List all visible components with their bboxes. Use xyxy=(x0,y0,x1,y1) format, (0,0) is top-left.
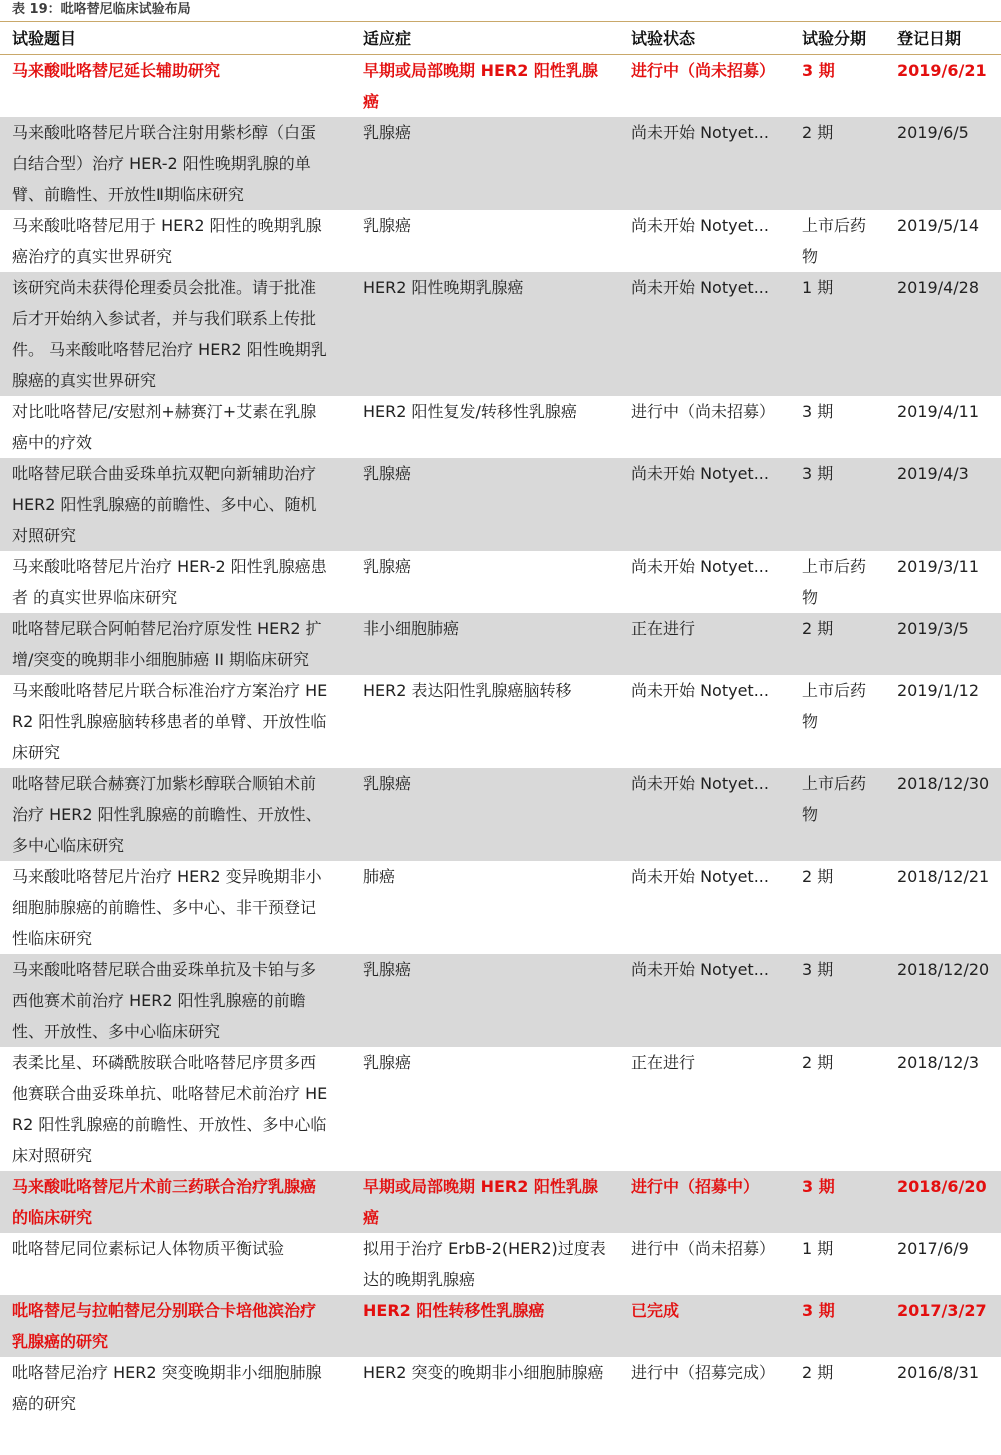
table-row xyxy=(0,1357,1001,1419)
indication-cell: HER2 阳性复发/转移性乳腺癌 xyxy=(363,401,577,421)
trial-title-cell: 马来酸吡咯替尼片术前三药联合治疗乳腺癌的临床研究 xyxy=(0,1171,351,1233)
indication-cell: 乳腺癌 xyxy=(363,1052,412,1072)
trial-phase-cell: 3 期 xyxy=(790,1295,885,1357)
trial-phase-cell: 3 期 xyxy=(790,458,885,551)
clinical-trials-table xyxy=(0,22,1001,1419)
trial-title-cell: 对比吡咯替尼/安慰剂+赫赛汀+艾素在乳腺癌中的疗效 xyxy=(12,401,317,452)
registration-date-cell: 2019/6/5 xyxy=(885,117,1001,210)
trial-phase-cell: 2 期 xyxy=(790,117,885,210)
table-caption: 表 19：吡咯替尼临床试验布局 xyxy=(0,0,1001,22)
trial-title-cell: 马来酸吡咯替尼延长辅助研究 xyxy=(12,60,221,80)
trial-status-cell: 进行中（招募中） xyxy=(619,1171,790,1233)
trial-status-cell: 尚未开始 Notyet... xyxy=(631,556,769,576)
header-title: 试验题目 xyxy=(0,22,351,54)
indication-cell: 肺癌 xyxy=(363,866,396,886)
trial-phase-cell: 2 期 xyxy=(790,613,885,675)
table-row xyxy=(0,613,1001,675)
trial-status-cell: 尚未开始 Notyet... xyxy=(631,866,769,886)
trial-status-cell: 进行中（尚未招募） xyxy=(631,401,776,421)
table-row xyxy=(0,1171,1001,1233)
indication-cell: HER2 表达阳性乳腺癌脑转移 xyxy=(363,680,572,700)
trial-status-cell: 尚未开始 Notyet... xyxy=(619,768,790,861)
trial-phase-cell: 1 期 xyxy=(802,1238,834,1258)
trial-status-cell: 尚未开始 Notyet... xyxy=(631,680,769,700)
trial-phase-cell: 上市后药物 xyxy=(802,556,867,607)
header-row xyxy=(0,22,1001,54)
table-row xyxy=(0,768,1001,861)
trial-status-cell: 尚未开始 Notyet... xyxy=(619,117,790,210)
registration-date-cell: 2019/4/3 xyxy=(885,458,1001,551)
table-row xyxy=(0,1047,1001,1171)
trial-status-cell: 尚未开始 Notyet... xyxy=(619,458,790,551)
trial-phase-cell: 上市后药物 xyxy=(790,768,885,861)
trial-status-cell: 进行中（招募完成） xyxy=(631,1362,776,1382)
trial-status-cell: 正在进行 xyxy=(631,1052,696,1072)
indication-cell: 非小细胞肺癌 xyxy=(351,613,619,675)
table-row xyxy=(0,396,1001,458)
registration-date-cell: 2019/1/12 xyxy=(897,680,980,700)
header-status: 试验状态 xyxy=(619,22,790,54)
registration-date-cell: 2019/4/28 xyxy=(885,272,1001,396)
registration-date-cell: 2018/12/20 xyxy=(885,954,1001,1047)
indication-cell: HER2 阳性晚期乳腺癌 xyxy=(351,272,619,396)
indication-cell: HER2 阳性转移性乳腺癌 xyxy=(351,1295,619,1357)
header-date: 登记日期 xyxy=(885,22,1001,54)
indication-cell: 乳腺癌 xyxy=(363,215,412,235)
trial-status-cell: 尚未开始 Notyet... xyxy=(619,954,790,1047)
trial-title-cell: 吡咯替尼联合曲妥珠单抗双靶向新辅助治疗 HER2 阳性乳腺癌的前瞻性、多中心、随机对照研究 xyxy=(0,458,351,551)
trial-title-cell: 吡咯替尼与拉帕替尼分别联合卡培他滨治疗乳腺癌的研究 xyxy=(0,1295,351,1357)
trial-title-cell: 吡咯替尼治疗 HER2 突变晚期非小细胞肺腺癌的研究 xyxy=(12,1362,322,1413)
registration-date-cell: 2018/6/20 xyxy=(885,1171,1001,1233)
trial-title-cell: 马来酸吡咯替尼片治疗 HER2 变异晚期非小细胞肺腺癌的前瞻性、多中心、非干预登记性临床研究 xyxy=(12,866,322,948)
header-phase: 试验分期 xyxy=(790,22,885,54)
table-row xyxy=(0,954,1001,1047)
indication-cell: 乳腺癌 xyxy=(351,117,619,210)
table-row xyxy=(0,458,1001,551)
trial-status-cell: 已完成 xyxy=(619,1295,790,1357)
trial-phase-cell: 3 期 xyxy=(802,60,835,80)
registration-date-cell: 2019/3/5 xyxy=(885,613,1001,675)
indication-cell: 乳腺癌 xyxy=(351,954,619,1047)
indication-cell: 早期或局部晚期 HER2 阳性乳腺癌 xyxy=(363,60,598,111)
table-row xyxy=(0,117,1001,210)
trial-status-cell: 尚未开始 Notyet... xyxy=(631,215,769,235)
trial-title-cell: 马来酸吡咯替尼片治疗 HER-2 阳性乳腺癌患者 的真实世界临床研究 xyxy=(12,556,327,607)
trial-title-cell: 该研究尚未获得伦理委员会批准。请于批准后才开始纳入参试者，并与我们联系上传批件。 马来酸吡咯替尼治疗 HER2 阳性晚期乳腺癌的真实世界研究 xyxy=(0,272,351,396)
trial-phase-cell: 2 期 xyxy=(802,1052,834,1072)
registration-date-cell: 2016/8/31 xyxy=(897,1362,980,1382)
trial-status-cell: 正在进行 xyxy=(619,613,790,675)
indication-cell: 早期或局部晚期 HER2 阳性乳腺癌 xyxy=(351,1171,619,1233)
trial-phase-cell: 3 期 xyxy=(790,954,885,1047)
registration-date-cell: 2017/3/27 xyxy=(885,1295,1001,1357)
trial-title-cell: 吡咯替尼同位素标记人体物质平衡试验 xyxy=(12,1238,285,1258)
trial-title-cell: 吡咯替尼联合赫赛汀加紫杉醇联合顺铂术前治疗 HER2 阳性乳腺癌的前瞻性、开放性、多中心临床研究 xyxy=(0,768,351,861)
trial-status-cell: 尚未开始 Notyet... xyxy=(619,272,790,396)
indication-cell: HER2 突变的晚期非小细胞肺腺癌 xyxy=(363,1362,604,1382)
trial-phase-cell: 上市后药物 xyxy=(802,215,867,266)
trial-phase-cell: 1 期 xyxy=(790,272,885,396)
registration-date-cell: 2019/4/11 xyxy=(897,401,980,421)
indication-cell: 乳腺癌 xyxy=(351,768,619,861)
trial-title-cell: 马来酸吡咯替尼联合曲妥珠单抗及卡铂与多西他赛术前治疗 HER2 阳性乳腺癌的前瞻性、开放性、多中心临床研究 xyxy=(0,954,351,1047)
trial-status-cell: 进行中（尚未招募） xyxy=(631,60,776,80)
trial-phase-cell: 上市后药物 xyxy=(802,680,867,731)
table-row xyxy=(0,1295,1001,1357)
trial-phase-cell: 2 期 xyxy=(802,1362,834,1382)
table-row xyxy=(0,210,1001,272)
trial-phase-cell: 2 期 xyxy=(802,866,834,886)
registration-date-cell: 2018/12/30 xyxy=(885,768,1001,861)
table-row xyxy=(0,272,1001,396)
indication-cell: 乳腺癌 xyxy=(363,556,412,576)
trial-phase-cell: 3 期 xyxy=(790,1171,885,1233)
trial-title-cell: 马来酸吡咯替尼用于 HER2 阳性的晚期乳腺癌治疗的真实世界研究 xyxy=(12,215,322,266)
table-row xyxy=(0,54,1001,117)
indication-cell: 乳腺癌 xyxy=(351,458,619,551)
registration-date-cell: 2019/3/11 xyxy=(897,556,980,576)
registration-date-cell: 2019/6/21 xyxy=(897,60,987,80)
trial-title-cell: 表柔比星、环磷酰胺联合吡咯替尼序贯多西他赛联合曲妥珠单抗、吡咯替尼术前治疗 HER2 阳性乳腺癌的前瞻性、开放性、多中心临床对照研究 xyxy=(12,1052,328,1165)
trial-title-cell: 马来酸吡咯替尼片联合注射用紫杉醇（白蛋白结合型）治疗 HER-2 阳性晚期乳腺的单臂、前瞻性、开放性Ⅱ期临床研究 xyxy=(0,117,351,210)
table-row xyxy=(0,1233,1001,1295)
registration-date-cell: 2018/12/3 xyxy=(897,1052,980,1072)
table-row xyxy=(0,551,1001,613)
registration-date-cell: 2018/12/21 xyxy=(897,866,990,886)
trial-title-cell: 吡咯替尼联合阿帕替尼治疗原发性 HER2 扩增/突变的晚期非小细胞肺癌 II 期临床研究 xyxy=(0,613,351,675)
trial-phase-cell: 3 期 xyxy=(802,401,834,421)
registration-date-cell: 2019/5/14 xyxy=(897,215,980,235)
registration-date-cell: 2017/6/9 xyxy=(897,1238,969,1258)
header-indication: 适应症 xyxy=(351,22,619,54)
table-row xyxy=(0,861,1001,954)
trial-title-cell: 马来酸吡咯替尼片联合标准治疗方案治疗 HER2 阳性乳腺癌脑转移患者的单臂、开放性临床研究 xyxy=(12,680,328,762)
table-row xyxy=(0,675,1001,768)
trial-status-cell: 进行中（尚未招募） xyxy=(631,1238,776,1258)
indication-cell: 拟用于治疗 ErbB-2(HER2)过度表达的晚期乳腺癌 xyxy=(363,1238,606,1289)
